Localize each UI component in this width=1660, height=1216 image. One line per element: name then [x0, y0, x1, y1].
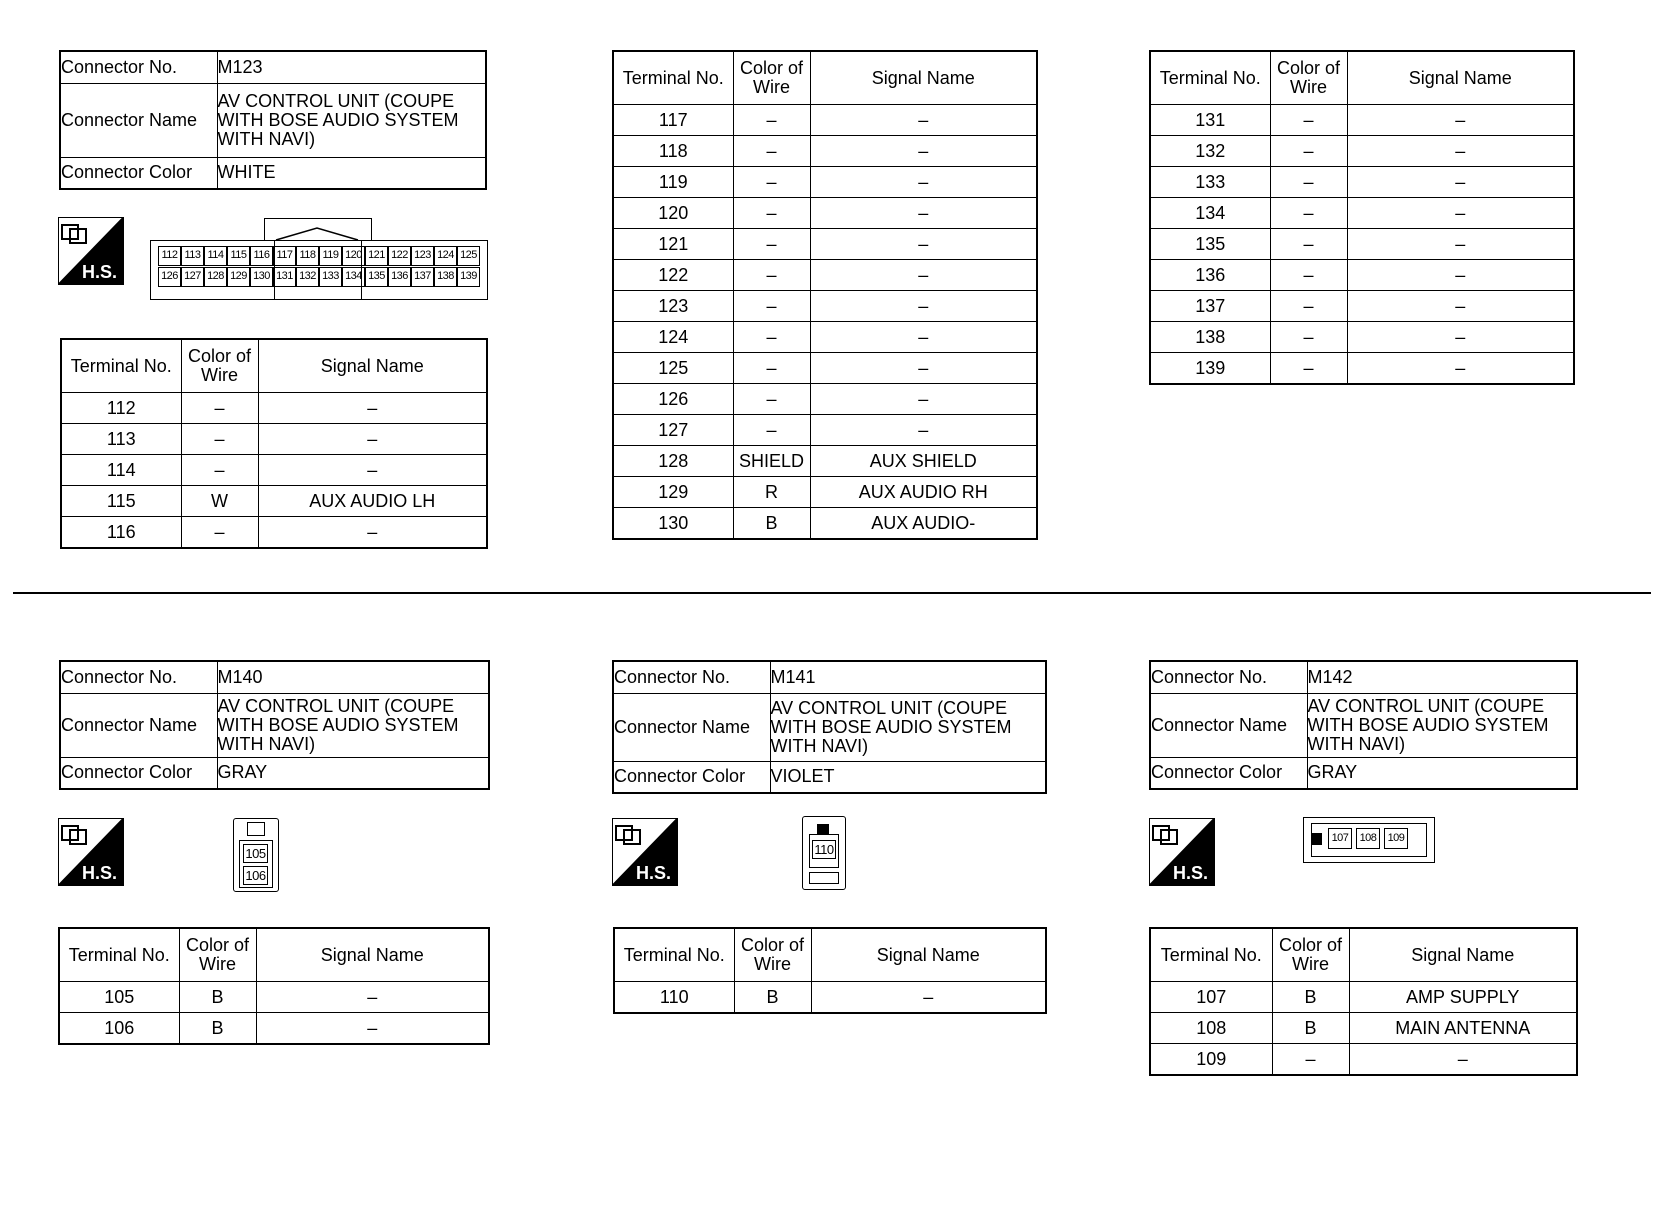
terminal-no-cell: 108	[1150, 1013, 1272, 1044]
header-signal-name: Signal Name	[258, 339, 487, 393]
wire-color-cell: –	[733, 260, 810, 291]
wire-color-cell: –	[733, 105, 810, 136]
terminal-row	[61, 455, 487, 486]
wire-color-cell: –	[1270, 229, 1347, 260]
connector-info-m123	[59, 50, 487, 190]
pin: 106	[243, 866, 268, 885]
terminal-no-cell: 122	[613, 260, 733, 291]
pin: 137	[411, 267, 434, 287]
pin: 108	[1356, 828, 1380, 849]
hs-label: H.S.	[82, 262, 118, 282]
terminal-row	[613, 446, 1037, 477]
wire-color-cell: B	[1272, 1013, 1349, 1044]
terminal-no-cell: 120	[613, 198, 733, 229]
terminal-row	[1150, 198, 1574, 229]
pin: 131	[273, 267, 296, 287]
pin: 110	[812, 840, 836, 859]
signal-name-cell: –	[810, 167, 1037, 198]
signal-name-cell: –	[1349, 1044, 1577, 1076]
label-connector-color: Connector Color	[1150, 757, 1307, 789]
connector-name-value: AV CONTROL UNIT (COUPE WITH BOSE AUDIO SYSTEM WITH NAVI)	[217, 693, 489, 757]
connector-no-value: M123	[217, 51, 486, 83]
connector-face-m141	[802, 816, 848, 892]
connector-info-m141	[612, 660, 1047, 794]
pin: 132	[296, 267, 319, 287]
connector-name-value: AV CONTROL UNIT (COUPE WITH BOSE AUDIO SYSTEM WITH NAVI)	[217, 83, 486, 157]
header-color-of-wire: Color of Wire	[1270, 51, 1347, 105]
wire-color-cell: –	[181, 424, 258, 455]
signal-name-cell: AMP SUPPLY	[1349, 982, 1577, 1013]
pin: 124	[434, 246, 457, 266]
terminal-no-cell: 121	[613, 229, 733, 260]
signal-name-cell: –	[1347, 198, 1574, 229]
terminal-row	[613, 322, 1037, 353]
signal-name-cell: –	[1347, 167, 1574, 198]
signal-name-cell: –	[1347, 322, 1574, 353]
terminal-no-cell: 115	[61, 486, 181, 517]
terminal-no-cell: 109	[1150, 1044, 1272, 1076]
terminal-row	[613, 477, 1037, 508]
signal-name-cell: –	[810, 322, 1037, 353]
terminal-row	[61, 424, 487, 455]
pin: 125	[457, 246, 480, 266]
signal-name-cell: –	[1347, 229, 1574, 260]
label-connector-color: Connector Color	[613, 761, 770, 793]
wire-color-cell: –	[1272, 1044, 1349, 1076]
signal-name-cell: –	[810, 353, 1037, 384]
terminal-row	[1150, 136, 1574, 167]
pin: 107	[1328, 828, 1352, 849]
header-color-of-wire: Color of Wire	[733, 51, 810, 105]
wire-color-cell: –	[1270, 136, 1347, 167]
terminal-no-cell: 119	[613, 167, 733, 198]
label-connector-no: Connector No.	[60, 51, 217, 83]
label-connector-name: Connector Name	[1150, 693, 1307, 757]
wire-color-cell: B	[1272, 982, 1349, 1013]
pin: 118	[296, 246, 319, 266]
pin: 117	[273, 246, 296, 266]
signal-name-cell: AUX AUDIO LH	[258, 486, 487, 517]
header-color-of-wire: Color of Wire	[734, 928, 811, 982]
terminal-row	[1150, 291, 1574, 322]
signal-name-cell: AUX SHIELD	[810, 446, 1037, 477]
terminal-no-cell: 116	[61, 517, 181, 549]
wire-color-cell: B	[179, 1013, 256, 1045]
terminal-row	[613, 384, 1037, 415]
terminal-row	[1150, 167, 1574, 198]
wire-color-cell: W	[181, 486, 258, 517]
pin: 123	[411, 246, 434, 266]
header-terminal-no: Terminal No.	[613, 51, 733, 105]
terminal-table-m142	[1149, 927, 1578, 1076]
wire-color-cell: SHIELD	[733, 446, 810, 477]
signal-name-cell: –	[810, 384, 1037, 415]
header-terminal-no: Terminal No.	[1150, 928, 1272, 982]
harness-side-icon	[612, 818, 678, 886]
connector-no-value: M141	[770, 661, 1046, 693]
pin: 115	[227, 246, 250, 266]
pin: 116	[250, 246, 273, 266]
signal-name-cell: AUX AUDIO RH	[810, 477, 1037, 508]
wire-color-cell: –	[181, 393, 258, 424]
terminal-no-cell: 129	[613, 477, 733, 508]
terminal-table-m140	[58, 927, 490, 1045]
terminal-no-cell: 136	[1150, 260, 1270, 291]
header-signal-name: Signal Name	[1349, 928, 1577, 982]
signal-name-cell: –	[258, 517, 487, 549]
label-connector-no: Connector No.	[1150, 661, 1307, 693]
terminal-no-cell: 113	[61, 424, 181, 455]
pin: 119	[319, 246, 342, 266]
connector-face-m123	[150, 218, 488, 301]
terminal-row	[59, 982, 489, 1013]
signal-name-cell: –	[810, 229, 1037, 260]
connector-name-value: AV CONTROL UNIT (COUPE WITH BOSE AUDIO SYSTEM WITH NAVI)	[770, 693, 1046, 761]
pin: 135	[365, 267, 388, 287]
terminal-table-m141	[613, 927, 1047, 1014]
terminal-row	[59, 1013, 489, 1045]
header-color-of-wire: Color of Wire	[179, 928, 256, 982]
wire-color-cell: –	[733, 167, 810, 198]
signal-name-cell: –	[811, 982, 1046, 1014]
connector-color-value: GRAY	[1307, 757, 1577, 789]
wire-color-cell: B	[733, 508, 810, 540]
signal-name-cell: –	[258, 455, 487, 486]
terminal-row	[1150, 229, 1574, 260]
header-terminal-no: Terminal No.	[614, 928, 734, 982]
terminal-row	[61, 393, 487, 424]
terminal-no-cell: 105	[59, 982, 179, 1013]
connector-info-m140	[59, 660, 490, 790]
pin: 105	[243, 844, 268, 863]
pin: 112	[158, 246, 181, 266]
wire-color-cell: –	[1270, 322, 1347, 353]
label-connector-name: Connector Name	[60, 693, 217, 757]
pin: 120	[342, 246, 365, 266]
label-connector-no: Connector No.	[60, 661, 217, 693]
terminal-no-cell: 139	[1150, 353, 1270, 385]
terminal-row	[613, 508, 1037, 540]
terminal-row	[613, 229, 1037, 260]
signal-name-cell: –	[1347, 136, 1574, 167]
terminal-table-m123-b	[612, 50, 1038, 540]
wire-color-cell: –	[733, 229, 810, 260]
terminal-no-cell: 135	[1150, 229, 1270, 260]
wire-color-cell: –	[181, 455, 258, 486]
terminal-row	[613, 353, 1037, 384]
signal-name-cell: –	[810, 415, 1037, 446]
section-divider	[13, 592, 1651, 594]
terminal-no-cell: 134	[1150, 198, 1270, 229]
terminal-no-cell: 128	[613, 446, 733, 477]
label-connector-name: Connector Name	[60, 83, 217, 157]
header-terminal-no: Terminal No.	[1150, 51, 1270, 105]
label-connector-name: Connector Name	[613, 693, 770, 761]
terminal-row	[613, 167, 1037, 198]
pin: 114	[204, 246, 227, 266]
terminal-no-cell: 127	[613, 415, 733, 446]
wire-color-cell: B	[734, 982, 811, 1014]
wire-color-cell: –	[181, 517, 258, 549]
harness-side-icon	[58, 818, 124, 886]
pin: 138	[434, 267, 457, 287]
terminal-no-cell: 106	[59, 1013, 179, 1045]
terminal-no-cell: 124	[613, 322, 733, 353]
terminal-no-cell: 133	[1150, 167, 1270, 198]
wire-color-cell: –	[733, 291, 810, 322]
wire-color-cell: –	[1270, 353, 1347, 385]
wire-color-cell: –	[733, 415, 810, 446]
signal-name-cell: –	[256, 982, 489, 1013]
terminal-row	[1150, 1013, 1577, 1044]
connector-info-m142	[1149, 660, 1578, 790]
header-color-of-wire: Color of Wire	[1272, 928, 1349, 982]
signal-name-cell: –	[1347, 260, 1574, 291]
pin: 129	[227, 267, 250, 287]
signal-name-cell: –	[1347, 291, 1574, 322]
label-connector-color: Connector Color	[60, 757, 217, 789]
connector-no-value: M140	[217, 661, 489, 693]
terminal-no-cell: 131	[1150, 105, 1270, 136]
terminal-no-cell: 126	[613, 384, 733, 415]
wire-color-cell: –	[733, 136, 810, 167]
terminal-row	[1150, 260, 1574, 291]
wire-color-cell: –	[733, 353, 810, 384]
header-color-of-wire: Color of Wire	[181, 339, 258, 393]
signal-name-cell: –	[810, 291, 1037, 322]
terminal-row	[613, 260, 1037, 291]
terminal-row	[613, 136, 1037, 167]
wire-color-cell: –	[733, 384, 810, 415]
signal-name-cell: –	[810, 105, 1037, 136]
terminal-no-cell: 118	[613, 136, 733, 167]
signal-name-cell: –	[810, 136, 1037, 167]
terminal-row	[61, 486, 487, 517]
header-signal-name: Signal Name	[810, 51, 1037, 105]
wire-color-cell: –	[733, 198, 810, 229]
terminal-row	[613, 105, 1037, 136]
terminal-row	[613, 198, 1037, 229]
wire-color-cell: –	[1270, 167, 1347, 198]
connector-color-value: GRAY	[217, 757, 489, 789]
signal-name-cell: –	[810, 260, 1037, 291]
terminal-row	[1150, 105, 1574, 136]
harness-side-icon	[58, 217, 124, 285]
terminal-no-cell: 117	[613, 105, 733, 136]
pin: 139	[457, 267, 480, 287]
terminal-row	[613, 415, 1037, 446]
pin: 133	[319, 267, 342, 287]
wire-color-cell: –	[733, 322, 810, 353]
header-signal-name: Signal Name	[811, 928, 1046, 982]
signal-name-cell: –	[1347, 353, 1574, 385]
signal-name-cell: –	[810, 198, 1037, 229]
signal-name-cell: –	[256, 1013, 489, 1045]
terminal-table-m123-c	[1149, 50, 1575, 385]
terminal-no-cell: 114	[61, 455, 181, 486]
terminal-no-cell: 125	[613, 353, 733, 384]
pin: 109	[1384, 828, 1408, 849]
terminal-table-m123-a	[60, 338, 488, 549]
header-terminal-no: Terminal No.	[59, 928, 179, 982]
pin: 128	[204, 267, 227, 287]
pin: 130	[250, 267, 273, 287]
terminal-no-cell: 112	[61, 393, 181, 424]
terminal-no-cell: 110	[614, 982, 734, 1014]
signal-name-cell: AUX AUDIO-	[810, 508, 1037, 540]
label-connector-no: Connector No.	[613, 661, 770, 693]
terminal-no-cell: 107	[1150, 982, 1272, 1013]
pin: 126	[158, 267, 181, 287]
connector-color-value: WHITE	[217, 157, 486, 189]
header-terminal-no: Terminal No.	[61, 339, 181, 393]
terminal-row	[1150, 322, 1574, 353]
connector-name-value: AV CONTROL UNIT (COUPE WITH BOSE AUDIO SYSTEM WITH NAVI)	[1307, 693, 1577, 757]
terminal-row	[61, 517, 487, 549]
terminal-row	[614, 982, 1046, 1014]
label-connector-color: Connector Color	[60, 157, 217, 189]
signal-name-cell: –	[1347, 105, 1574, 136]
terminal-no-cell: 138	[1150, 322, 1270, 353]
terminal-no-cell: 132	[1150, 136, 1270, 167]
wire-color-cell: –	[1270, 198, 1347, 229]
pin: 134	[342, 267, 365, 287]
svg-text:H.S.: H.S.	[82, 863, 118, 883]
wire-color-cell: R	[733, 477, 810, 508]
signal-name-cell: MAIN ANTENNA	[1349, 1013, 1577, 1044]
terminal-row	[1150, 982, 1577, 1013]
pin: 127	[181, 267, 204, 287]
svg-text:H.S.: H.S.	[636, 863, 672, 883]
wire-color-cell: –	[1270, 105, 1347, 136]
terminal-no-cell: 137	[1150, 291, 1270, 322]
svg-text:H.S.: H.S.	[1173, 863, 1209, 883]
connector-color-value: VIOLET	[770, 761, 1046, 793]
terminal-no-cell: 130	[613, 508, 733, 540]
pin: 122	[388, 246, 411, 266]
wire-color-cell: –	[1270, 291, 1347, 322]
connector-no-value: M142	[1307, 661, 1577, 693]
terminal-no-cell: 123	[613, 291, 733, 322]
terminal-row	[1150, 1044, 1577, 1076]
header-signal-name: Signal Name	[256, 928, 489, 982]
harness-side-icon	[1149, 818, 1215, 886]
connector-face-m140	[233, 818, 279, 892]
connector-face-m142	[1303, 817, 1437, 865]
pin: 121	[365, 246, 388, 266]
terminal-row	[1150, 353, 1574, 385]
pin: 113	[181, 246, 204, 266]
pin: 136	[388, 267, 411, 287]
signal-name-cell: –	[258, 424, 487, 455]
header-signal-name: Signal Name	[1347, 51, 1574, 105]
terminal-row	[613, 291, 1037, 322]
signal-name-cell: –	[258, 393, 487, 424]
wire-color-cell: –	[1270, 260, 1347, 291]
wire-color-cell: B	[179, 982, 256, 1013]
